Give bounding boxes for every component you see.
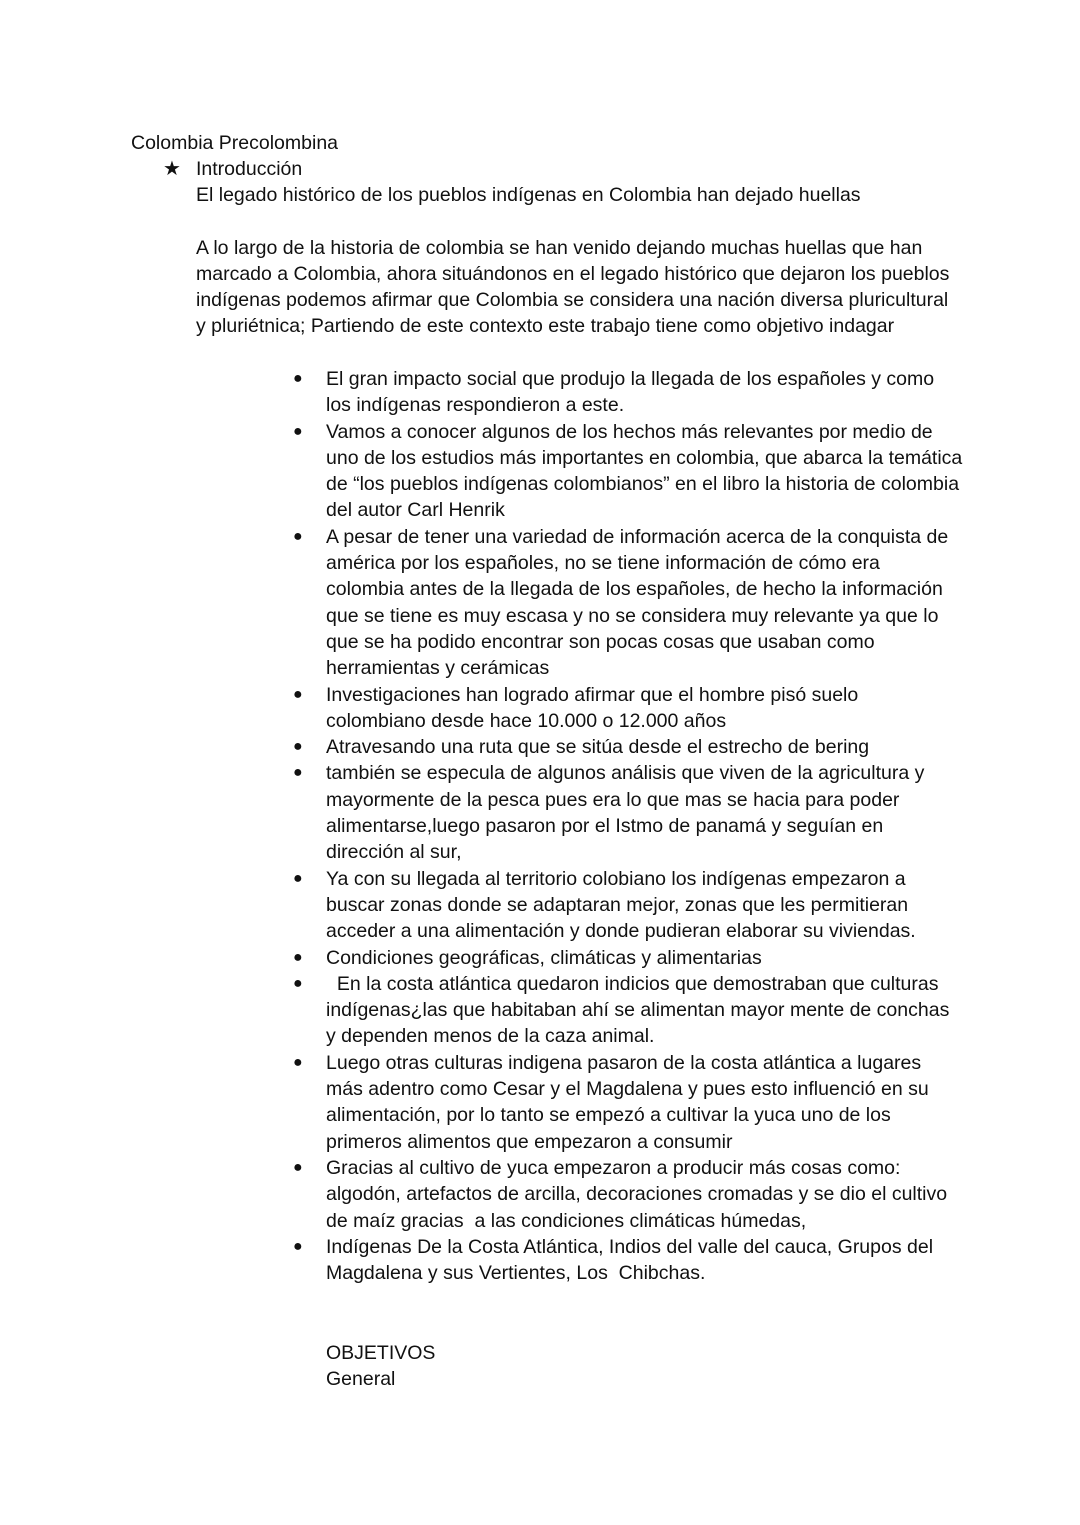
bullet-dot-icon: ●: [293, 1053, 303, 1071]
bullet-item: [293, 682, 963, 735]
bullet-item: [293, 734, 963, 760]
bullet-text: Vamos a conocer algunos de los hechos más relevantes por medio de uno de los estudios más importantes en colombia, que abarca la temática de “los pueblos indígenas colombianos” en el libro la historia de colombia del autor Carl Henrik: [326, 420, 968, 522]
bullet-dot-icon: ●: [293, 422, 303, 440]
bullet-dot-icon: ●: [293, 738, 303, 756]
bullet-text: El gran impacto social que produjo la llegada de los españoles y como los indígenas respondieron a este.: [326, 368, 940, 417]
bullet-item: [293, 1155, 963, 1234]
bullet-text: Condiciones geográficas, climáticas y alimentarias: [326, 946, 762, 969]
document-title: Colombia Precolombina: [131, 132, 339, 154]
bullet-item: [293, 1234, 963, 1287]
bullet-dot-icon: ●: [293, 527, 303, 545]
bullet-item: [293, 1050, 963, 1155]
bullet-text: A pesar de tener una variedad de información acerca de la conquista de américa por los españoles, no se tiene información de cómo era colombia antes de la llegada de los españoles, de hecho la información que se tiene es muy escasa y no se considera muy relevante ya que lo que se ha podido encontrar son pocas cosas que usaban como herramientas y cerámicas: [326, 525, 954, 680]
bullet-item: [293, 945, 963, 971]
section-label: Introducción: [196, 158, 303, 180]
bullet-text: Gracias al cultivo de yuca empezaron a producir más cosas como: algodón, artefactos de arcilla, decoraciones cromadas y se dio el cultivo de maíz gracias a las condiciones climáticas húmedas,: [326, 1156, 953, 1232]
bullet-dot-icon: ●: [293, 974, 303, 992]
bullet-text: Investigaciones han logrado afirmar que el hombre pisó suelo colombiano desde hace 10.000 o 12.000 años: [326, 683, 864, 732]
bullet-text: también se especula de algunos análisis que viven de la agricultura y mayormente de la pesca pues era lo que mas se hacia para poder alimentarse,luego pasaron por el Istmo de panamá y seguían en dirección al sur,: [326, 762, 930, 864]
bullet-text: Ya con su llegada al territorio colobiano los indígenas empezaron a buscar zonas donde se adaptaran mejor, zonas que les permitieran acceder a una alimentación y donde pudieran elaborar su viviendas.: [326, 867, 916, 943]
objectives-section: [326, 1340, 926, 1393]
bullet-text: Atravesando una ruta que se sitúa desde el estrecho de bering: [326, 736, 870, 759]
bullet-item: [293, 419, 968, 524]
bullet-dot-icon: ●: [293, 869, 303, 887]
bullet-dot-icon: ●: [293, 764, 303, 782]
bullet-dot-icon: ●: [293, 948, 303, 966]
bullet-item: [293, 971, 963, 1050]
bullet-item: [293, 366, 963, 419]
bullet-dot-icon: ●: [293, 1237, 303, 1255]
bullet-dot-icon: ●: [293, 370, 303, 387]
objectives-heading: OBJETIVOS: [326, 1342, 436, 1364]
bullet-item: [293, 760, 963, 865]
bullet-text: Luego otras culturas indigena pasaron de la costa atlántica a lugares más adentro como Cesar y el Magdalena y pues esto influenció en su alimentación, por lo tanto se empezó a cultivar la yuca uno de los primeros alimentos que empezaron a consumir: [326, 1051, 935, 1153]
intro-paragraph: A lo largo de la historia de colombia se han venido dejando muchas huellas que han marcado a Colombia, ahora situándonos en el legado histórico que dejaron los pueblos indígenas podemos afirmar que Colombia se considera una nación diversa pluricultural y pluriétnica; Partiendo de este contexto este trabajo tiene como objetivo indagar: [196, 236, 950, 338]
bullet-text: Indígenas De la Costa Atlántica, Indios del valle del cauca, Grupos del Magdalena y sus Vertientes, Los Chibchas.: [326, 1235, 939, 1285]
bullet-item: [293, 524, 963, 682]
bullet-dot-icon: ●: [293, 685, 303, 703]
objectives-general: General: [326, 1368, 396, 1391]
intro-line: El legado histórico de los pueblos indígenas en Colombia han dejado huellas: [196, 184, 861, 206]
bullet-list: [293, 366, 968, 1286]
bullet-dot-icon: ●: [293, 1158, 303, 1176]
intro-block: [196, 182, 956, 340]
star-bullet-icon: ★: [163, 158, 181, 180]
bullet-item: [293, 866, 963, 945]
bullet-text: En la costa atlántica quedaron indicios que demostraban que culturas indígenas¿las que habitaban ahí se alimentan mayor mente de conchas y dependen menos de la caza animal.: [326, 972, 955, 1048]
blank-line: [196, 208, 956, 234]
